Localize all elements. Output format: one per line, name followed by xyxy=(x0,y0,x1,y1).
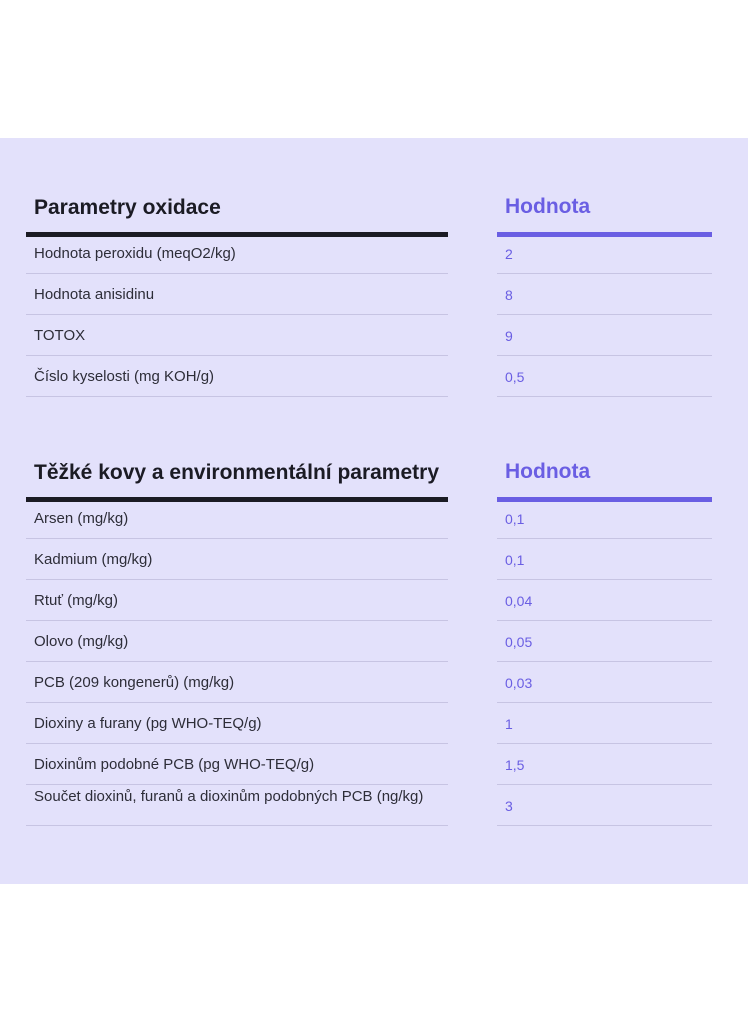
row-value: 0,03 xyxy=(505,675,533,691)
oxidation-table-header xyxy=(26,190,712,232)
row-label: TOTOX xyxy=(34,327,86,344)
oxidation-title: Parametry oxidace xyxy=(34,196,221,219)
row-label: Olovo (mg/kg) xyxy=(34,633,129,650)
row-label: Dioxinům podobné PCB (pg WHO-TEQ/g) xyxy=(34,756,315,773)
table-row xyxy=(26,744,712,784)
row-value: 0,1 xyxy=(505,511,525,527)
oxidation-table xyxy=(26,190,712,396)
spec-panel xyxy=(0,138,748,884)
table-row xyxy=(26,580,712,620)
row-label: Dioxiny a furany (pg WHO-TEQ/g) xyxy=(34,715,262,732)
row-label: Rtuť (mg/kg) xyxy=(34,592,118,609)
table-row xyxy=(26,274,712,314)
heavy-metals-table-header xyxy=(26,455,712,497)
heavy-metals-title: Těžké kovy a environmentální parametry xyxy=(34,461,439,484)
heavy-metals-table xyxy=(26,455,712,825)
oxidation-value-header: Hodnota xyxy=(505,195,591,218)
table-row xyxy=(26,662,712,702)
row-label: Hodnota peroxidu (meqO2/kg) xyxy=(34,245,236,262)
row-label: Arsen (mg/kg) xyxy=(34,510,129,527)
row-label: Hodnota anisidinu xyxy=(34,286,155,303)
heavy-metals-value-header: Hodnota xyxy=(505,460,591,483)
oxidation-value-header-cell xyxy=(497,190,712,237)
table-row xyxy=(26,498,712,538)
row-label: PCB (209 kongenerů) (mg/kg) xyxy=(34,674,235,691)
heavy-metals-value-header-cell xyxy=(497,455,712,502)
oxidation-title-cell xyxy=(26,190,448,237)
row-label: Kadmium (mg/kg) xyxy=(34,551,153,568)
row-value: 0,1 xyxy=(505,552,525,568)
row-value: 0,5 xyxy=(505,369,525,385)
row-value: 2 xyxy=(505,246,513,262)
table-row xyxy=(26,785,712,825)
table-row xyxy=(26,703,712,743)
row-label: Součet dioxinů, furanů a dioxinům podobných PCB (ng/kg) xyxy=(34,788,424,805)
table-row xyxy=(26,315,712,355)
row-value: 1 xyxy=(505,716,513,732)
row-value: 8 xyxy=(505,287,513,303)
table-row xyxy=(26,233,712,273)
row-value: 1,5 xyxy=(505,757,525,773)
table-row xyxy=(26,539,712,579)
row-value: 0,04 xyxy=(505,593,533,609)
table-row xyxy=(26,356,712,396)
table-row xyxy=(26,621,712,661)
row-value: 3 xyxy=(505,798,513,814)
row-value: 0,05 xyxy=(505,634,533,650)
heavy-metals-title-cell xyxy=(26,455,448,502)
row-value: 9 xyxy=(505,328,513,344)
row-label: Číslo kyselosti (mg KOH/g) xyxy=(34,368,215,385)
